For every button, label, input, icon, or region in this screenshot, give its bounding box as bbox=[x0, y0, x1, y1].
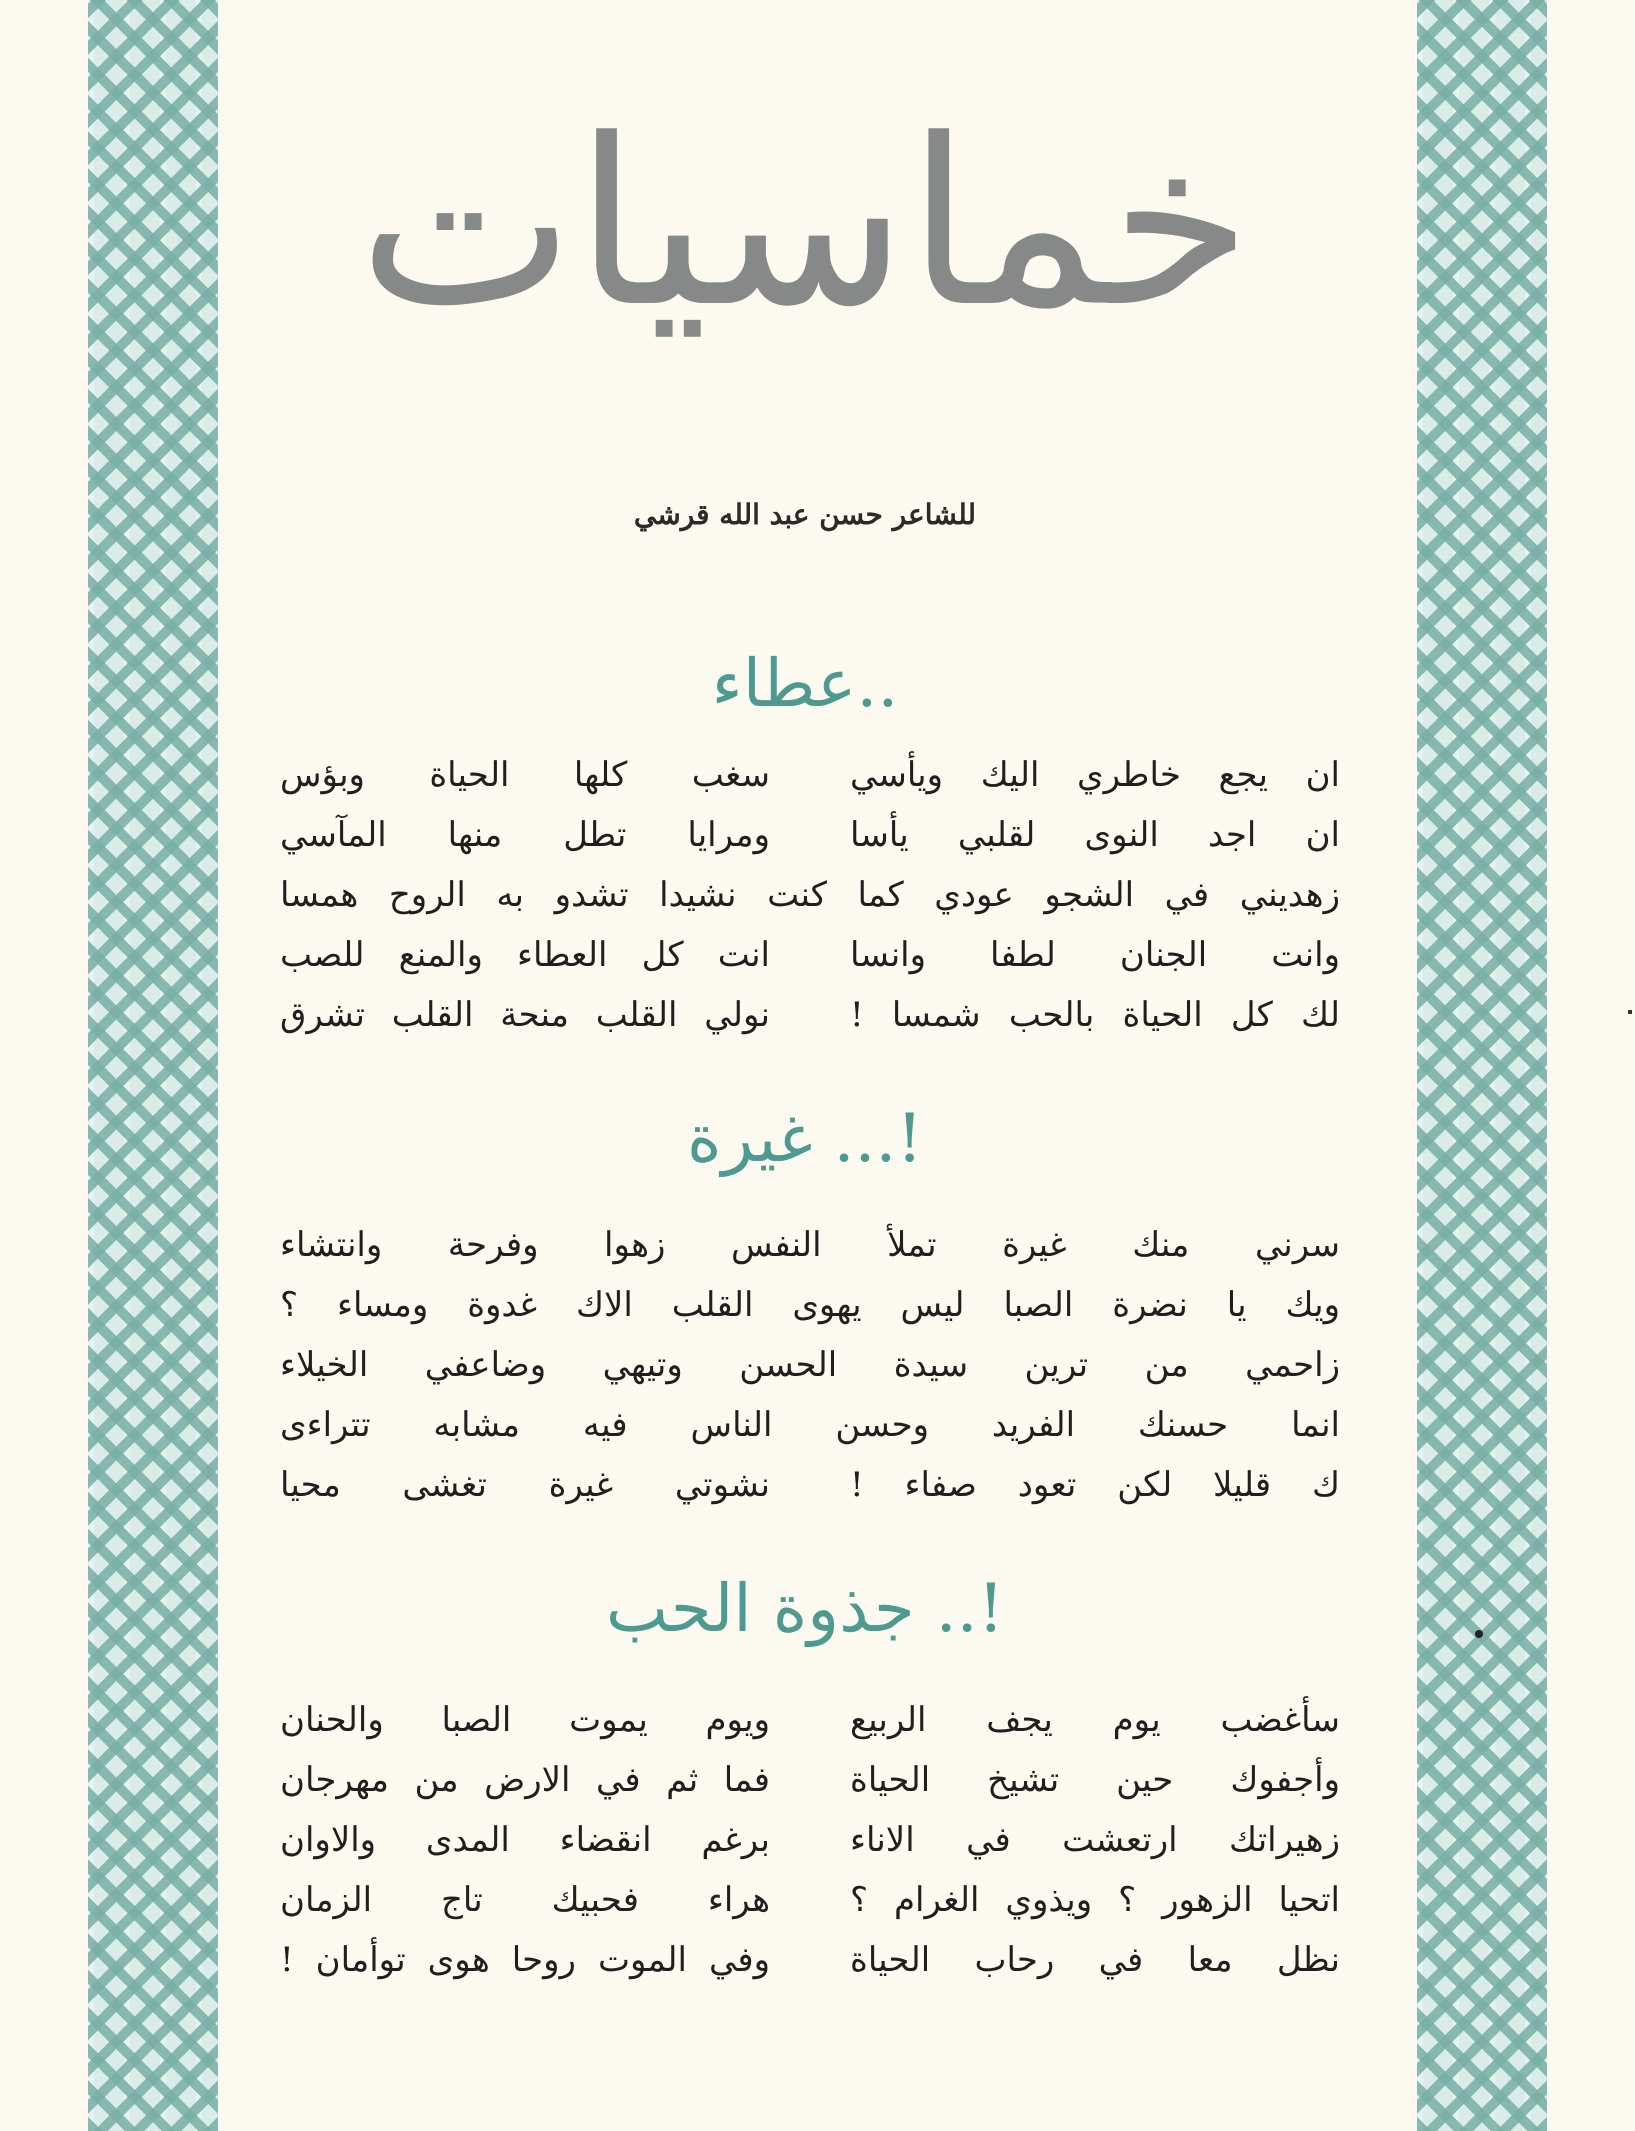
verse-second-hemistich: نولي القلب منحة القلب تشرق bbox=[280, 995, 770, 1035]
page-content bbox=[240, 0, 1370, 2131]
decorative-border-left bbox=[88, 0, 218, 2131]
verse-line bbox=[280, 985, 1340, 1045]
verse-first-hemistich: نظل معا في رحاب الحياة bbox=[850, 1940, 1340, 1980]
page-title: خماسيات bbox=[358, 91, 1252, 358]
verse-full-line: انما حسنك الفريد وحسن الناس فيه مشابه تتراءى bbox=[280, 1405, 1340, 1445]
verse-full-line: سرني منك غيرة تملأ النفس زهوا وفرحة وانتشاء bbox=[280, 1225, 1340, 1265]
verse-line bbox=[280, 1275, 1340, 1335]
verse-line bbox=[280, 1215, 1340, 1275]
verse-line bbox=[280, 1930, 1340, 1990]
verse-first-hemistich: ان يجع خاطري اليك ويأسي bbox=[850, 755, 1340, 795]
verse-line bbox=[280, 805, 1340, 865]
verse-line bbox=[280, 1690, 1340, 1750]
verse-first-hemistich: سأغضب يوم يجف الربيع bbox=[850, 1700, 1340, 1740]
verse-second-hemistich: وفي الموت روحا هوى توأمان ! bbox=[280, 1940, 770, 1980]
verse-second-hemistich: نشوتي غيرة تغشى محيا bbox=[280, 1465, 770, 1505]
verse-first-hemistich: وأجفوك حين تشيخ الحياة bbox=[850, 1760, 1340, 1800]
verse-line bbox=[280, 1395, 1340, 1455]
verse-second-hemistich: سغب كلها الحياة وبؤس bbox=[280, 755, 770, 795]
verse-full-line: ويك يا نضرة الصبا ليس يهوى القلب الاك غدوة ومساء ؟ bbox=[280, 1285, 1340, 1325]
verse-line bbox=[280, 925, 1340, 985]
poem-section-ata bbox=[280, 745, 1340, 1045]
section-title-jadhwat-alhubb: جذوة الحب ..! bbox=[605, 1570, 1005, 1647]
verse-full-line: زهديني في الشجو عودي كما كنت نشيدا تشدو به الروح همسا bbox=[280, 875, 1340, 915]
verse-second-hemistich: برغم انقضاء المدى والاوان bbox=[280, 1820, 770, 1860]
verse-first-hemistich: زهيراتك ارتعشت في الاناء bbox=[850, 1820, 1340, 1860]
verse-line bbox=[280, 1335, 1340, 1395]
print-dot bbox=[1475, 1630, 1483, 1638]
verse-first-hemistich: ان اجد النوى لقلبي يأسا bbox=[850, 815, 1340, 855]
verse-line bbox=[280, 1810, 1340, 1870]
verse-line bbox=[280, 865, 1340, 925]
print-mark bbox=[1628, 1010, 1632, 1014]
section-title-ghayra: غيرة ...! bbox=[687, 1100, 923, 1177]
verse-second-hemistich: انت كل العطاء والمنع للصب bbox=[280, 935, 770, 975]
verse-first-hemistich: ك قليلا لكن تعود صفاء ! bbox=[850, 1465, 1340, 1505]
verse-second-hemistich: ومرايا تطل منها المآسي bbox=[280, 815, 770, 855]
verse-first-hemistich: وانت الجنان لطفا وانسا bbox=[850, 935, 1340, 975]
verse-first-hemistich: لك كل الحياة بالحب شمسا ! bbox=[850, 995, 1340, 1035]
verse-line bbox=[280, 1455, 1340, 1515]
verse-line bbox=[280, 1870, 1340, 1930]
verse-second-hemistich: فما ثم في الارض من مهرجان bbox=[280, 1760, 770, 1800]
author-byline: للشاعر حسن عبد الله قرشي bbox=[633, 498, 977, 531]
verse-line bbox=[280, 1750, 1340, 1810]
verse-first-hemistich: اتحيا الزهور ؟ ويذوي الغرام ؟ bbox=[850, 1880, 1340, 1920]
verse-line bbox=[280, 745, 1340, 805]
poem-section-ghayra bbox=[280, 1215, 1340, 1515]
verse-full-line: زاحمي من ترين سيدة الحسن وتيهي وضاعفي الخيلاء bbox=[280, 1345, 1340, 1385]
verse-second-hemistich: هراء فحبيك تاج الزمان bbox=[280, 1880, 770, 1920]
section-title-ata: عطاء.. bbox=[711, 645, 899, 722]
decorative-border-right bbox=[1417, 0, 1547, 2131]
verse-second-hemistich: ويوم يموت الصبا والحنان bbox=[280, 1700, 770, 1740]
poem-section-jadhwat-alhubb bbox=[280, 1690, 1340, 1990]
